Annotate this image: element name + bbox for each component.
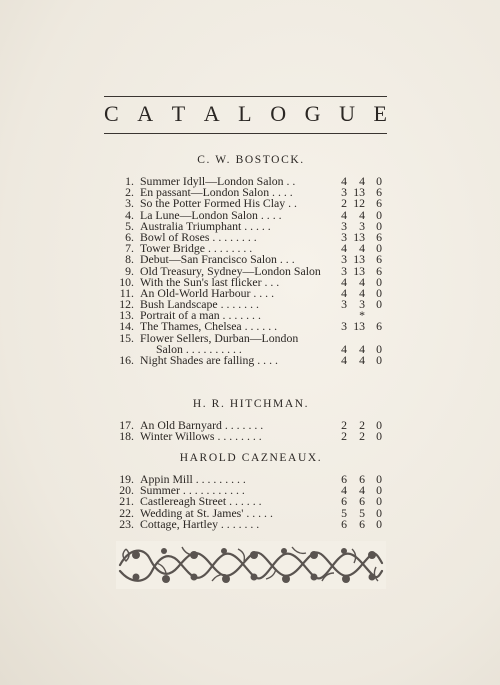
price-pence: 6 xyxy=(376,185,382,200)
title-letter: E xyxy=(373,101,387,126)
price-pence: 0 xyxy=(376,218,382,233)
price-pounds: 4 xyxy=(341,341,347,356)
price-pence: 0 xyxy=(376,207,382,222)
entry-title: With the Sun's last flicker . . . xyxy=(140,274,280,289)
entry-number: 7. xyxy=(125,241,134,256)
price-shillings: 12 xyxy=(353,196,365,211)
price-pence: 6 xyxy=(376,196,382,211)
price-shillings: 13 xyxy=(353,229,365,244)
entry-title: An Old Barnyard . . . . . . . xyxy=(140,418,264,432)
price-pounds: 6 xyxy=(341,494,347,509)
price-pounds: 4 xyxy=(341,274,347,289)
price-shillings: 4 xyxy=(359,483,365,498)
price-pounds: 3 xyxy=(341,185,347,200)
price-pounds: 4 xyxy=(341,241,347,256)
entries-hitchman xyxy=(112,420,390,442)
section-heading-bostock: C. W. BOSTOCK. xyxy=(197,154,305,166)
price-pounds: 3 xyxy=(341,263,347,278)
price-pence: 6 xyxy=(376,229,382,244)
entry-number: 11. xyxy=(119,285,134,300)
title-bottom-rule xyxy=(104,133,387,134)
entry-number: 21. xyxy=(119,494,134,509)
price-pounds: 2 xyxy=(341,429,347,444)
entry-number: 5. xyxy=(125,218,134,233)
title-letter: U xyxy=(339,101,355,126)
entry-number: 1. xyxy=(125,174,134,188)
entry-number: 8. xyxy=(125,252,134,267)
price-pounds: 3 xyxy=(341,229,347,244)
entry-number: 6. xyxy=(125,229,134,244)
price-pounds: 3 xyxy=(341,319,347,334)
price-shillings: 13 xyxy=(353,252,365,267)
price-pence: 0 xyxy=(376,285,382,300)
entry-title: Old Treasury, Sydney—London Salon xyxy=(140,263,321,278)
price-pence: 0 xyxy=(376,418,382,432)
entry-title: Appin Mill . . . . . . . . . xyxy=(140,472,246,486)
price-pounds: 2 xyxy=(341,196,347,211)
price-pence: 0 xyxy=(376,494,382,509)
entry-number: 10. xyxy=(119,274,134,289)
price-pence: 0 xyxy=(376,505,382,520)
title-letter: A xyxy=(137,101,154,126)
entry-title: Bush Landscape . . . . . . . xyxy=(140,297,259,312)
price-pounds: 6 xyxy=(341,472,347,486)
price-pounds: 5 xyxy=(341,505,347,520)
price-pence: 0 xyxy=(376,274,382,289)
price-shillings: 4 xyxy=(359,285,365,300)
entries-cazneaux xyxy=(112,474,390,530)
price-shillings: 4 xyxy=(359,241,365,256)
entry-title: Summer Idyll—London Salon . . xyxy=(140,174,296,188)
entry-number: 4. xyxy=(125,207,134,222)
price-pence: 0 xyxy=(376,341,382,356)
entry-number: 23. xyxy=(119,516,134,531)
entry-number: 9. xyxy=(125,263,134,278)
decorative-ornament-icon xyxy=(116,541,386,589)
price-pounds: 4 xyxy=(341,174,347,188)
list-item xyxy=(112,516,390,531)
entry-title: So the Potter Formed His Clay . . xyxy=(140,196,297,211)
price-pence: 6 xyxy=(376,252,382,267)
entry-number: 3. xyxy=(125,196,134,211)
price-shillings: 4 xyxy=(359,174,365,188)
price-pence: 0 xyxy=(376,429,382,444)
entry-title: Wedding at St. James' . . . . . xyxy=(140,505,273,520)
entry-title: An Old-World Harbour . . . . xyxy=(140,285,275,300)
entry-number: 13. xyxy=(119,308,134,323)
price-pence: 0 xyxy=(376,241,382,256)
section-heading-hitchman: H. R. HITCHMAN. xyxy=(192,398,310,410)
price-pounds: 4 xyxy=(341,207,347,222)
entry-title: Winter Willows . . . . . . . . xyxy=(140,429,262,444)
price-pence: 0 xyxy=(376,516,382,531)
list-item xyxy=(112,431,390,442)
price-shillings: 3 xyxy=(359,218,365,233)
title-letter: T xyxy=(171,101,186,126)
title-letter: G xyxy=(304,101,321,126)
price-shillings: 3 xyxy=(359,297,365,312)
price-shillings: 4 xyxy=(359,274,365,289)
entry-title: Summer . . . . . . . . . . . xyxy=(140,483,245,498)
title-letter: A xyxy=(203,101,220,126)
entry-title: Bowl of Roses . . . . . . . . xyxy=(140,229,257,244)
price-pounds: 4 xyxy=(341,483,347,498)
entry-title-continuation: Salon . . . . . . . . . . xyxy=(156,341,242,356)
title-top-rule xyxy=(104,96,387,97)
price-shillings: 6 xyxy=(359,516,365,531)
entry-title: Night Shades are falling . . . . xyxy=(140,353,278,368)
price-pounds: 2 xyxy=(341,418,347,432)
section-heading-cazneaux: HAROLD CAZNEAUX. xyxy=(179,452,323,464)
entry-title: Tower Bridge . . . . . . . . xyxy=(140,241,253,256)
title-letter: C xyxy=(104,101,119,126)
price-shillings: 4 xyxy=(359,341,365,356)
list-item xyxy=(112,355,390,366)
entry-title: The Thames, Chelsea . . . . . . xyxy=(140,319,278,334)
title-letter: L xyxy=(238,101,252,126)
entry-title: Castlereagh Street . . . . . . xyxy=(140,494,262,509)
price-pounds: 4 xyxy=(341,353,347,368)
entry-number: 18. xyxy=(119,429,134,444)
price-pence: 0 xyxy=(376,297,382,312)
price-pence: 0 xyxy=(376,472,382,486)
entry-number: 19. xyxy=(119,472,134,486)
price-shillings: 2 xyxy=(359,429,365,444)
price-pounds: 6 xyxy=(341,516,347,531)
entry-title: Australia Triumphant . . . . . xyxy=(140,218,271,233)
price-pence: 0 xyxy=(376,483,382,498)
entry-number: 15. xyxy=(119,330,134,345)
entry-number: 2. xyxy=(125,185,134,200)
entry-title: Portrait of a man . . . . . . . xyxy=(140,308,261,323)
price-shillings: 6 xyxy=(359,494,365,509)
price-shillings: 6 xyxy=(359,472,365,486)
entries-bostock xyxy=(112,176,390,366)
entry-number: 20. xyxy=(119,483,134,498)
price-shillings: 13 xyxy=(353,263,365,278)
price-shillings: 2 xyxy=(359,418,365,432)
entry-number: 16. xyxy=(119,353,134,368)
entry-title: Cottage, Hartley . . . . . . . xyxy=(140,516,260,531)
list-item xyxy=(112,330,390,356)
price-pounds: 3 xyxy=(341,218,347,233)
price-pence: 6 xyxy=(376,319,382,334)
price-shillings: 5 xyxy=(359,505,365,520)
entry-number: 17. xyxy=(119,418,134,432)
price-pounds: 3 xyxy=(341,297,347,312)
price-pence: 0 xyxy=(376,353,382,368)
page-title xyxy=(104,101,387,127)
price-shillings: 4 xyxy=(359,353,365,368)
entry-title: Debut—San Francisco Salon . . . xyxy=(140,252,295,267)
price-pence: 6 xyxy=(376,263,382,278)
entry-number: 14. xyxy=(119,319,134,334)
price-shillings: 13 xyxy=(353,185,365,200)
price-pounds: 4 xyxy=(341,285,347,300)
entry-number: 22. xyxy=(119,505,134,520)
entry-title: La Lune—London Salon . . . . xyxy=(140,207,282,222)
price-shillings: 4 xyxy=(359,207,365,222)
title-letter: O xyxy=(270,101,287,126)
entry-title: En passant—London Salon . . . . xyxy=(140,185,293,200)
price-pence: 0 xyxy=(376,174,382,188)
price-pounds: 3 xyxy=(341,252,347,267)
entry-number: 12. xyxy=(119,297,134,312)
entry-title: Flower Sellers, Durban—London xyxy=(140,330,299,345)
price-shillings: 13 xyxy=(353,319,365,334)
price-asterisk: * xyxy=(359,308,365,323)
